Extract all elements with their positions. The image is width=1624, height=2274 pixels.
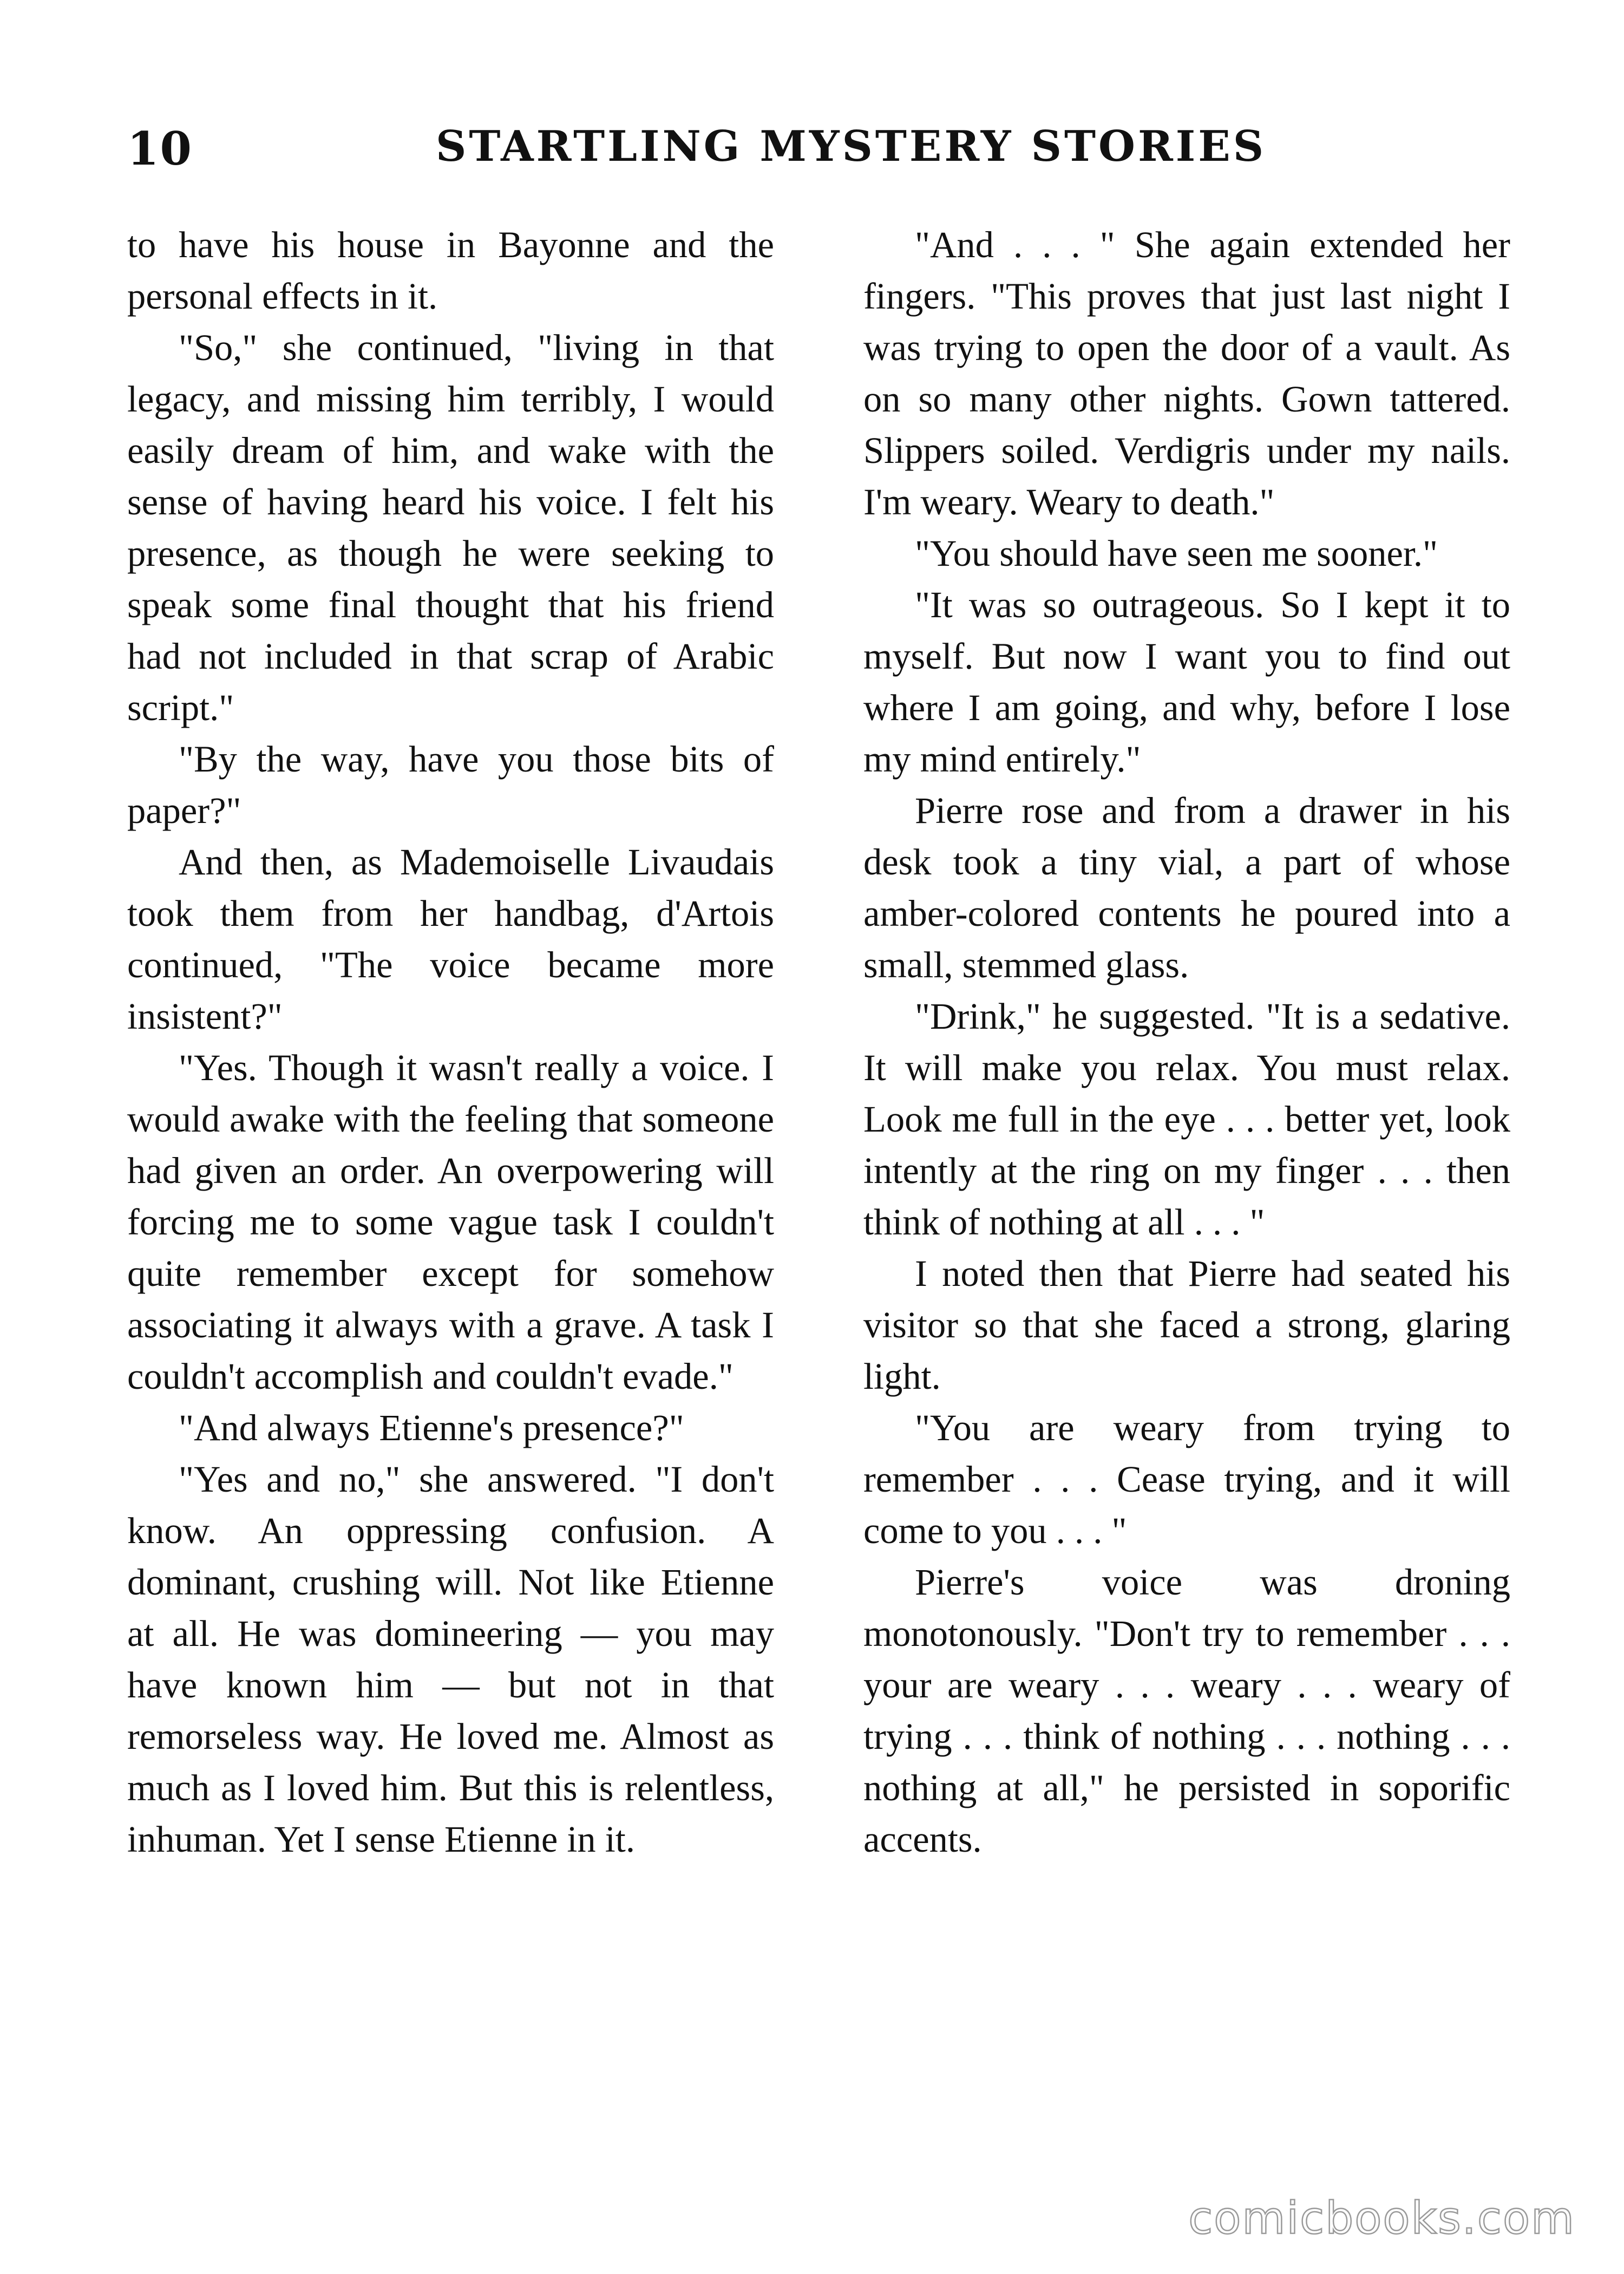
right-text-column xyxy=(863,219,1510,1865)
paragraph: "Yes. Though it wasn't really a voice. I would awake with the feeling that someone had given an order. An overpowering will forcing me to some vague task I couldn't quite remember except for somehow associating it always with a grave. A task I couldn't accomplish and couldn't evade." xyxy=(127,1047,774,1397)
paragraph: "Drink," he suggested. "It is a sedative. It will make you relax. You must relax. Look me full in the eye . . . better yet, look intently at the ring on my finger . . . then think of nothing at all . . . " xyxy=(863,996,1510,1243)
paragraph: "You are weary from trying to remember . . . Cease trying, and it will come to you . . . " xyxy=(863,1407,1510,1551)
site-watermark: comicbooks.com xyxy=(1188,2193,1575,2244)
paragraph: "So," she continued, "living in that legacy, and missing him terribly, I would easily dream of him, and wake with the sense of having heard his voice. I felt his presence, as though he were seeking to speak some final thought that his friend had not included in that scrap of Arabic script." xyxy=(127,327,774,728)
paragraph: "It was so outrageous. So I kept it to myself. But now I want you to find out where I am going, and why, before I lose my mind entirely." xyxy=(863,584,1510,780)
paragraph: "Yes and no," she answered. "I don't know. An oppressing confusion. A dominant, crushing will. Not like Etienne at all. He was domineering — you may have known him — but not in that remorseless way. He loved me. Almost as much as I loved him. But this is relentless, inhuman. Yet I sense Etienne in it. xyxy=(127,1459,774,1860)
paragraph: "You should have seen me sooner." xyxy=(915,533,1438,574)
page-number: 10 xyxy=(127,122,193,175)
paragraph: "And always Etienne's presence?" xyxy=(179,1407,684,1448)
paragraph: And then, as Mademoiselle Livaudais took them from her handbag, d'Artois continued, "The voice became more insistent?" xyxy=(127,841,774,1037)
page-header xyxy=(127,122,1529,187)
running-title: STARTLING MYSTERY STORIES xyxy=(436,122,1267,171)
paragraph: "By the way, have you those bits of paper?" xyxy=(127,739,774,831)
paragraph: "And . . . " She again extended her fingers. "This proves that just last night I was trying to open the door of a vault. As on so many other nights. Gown tattered. Slippers soiled. Verdigris under my nails. I'm weary. Weary to death." xyxy=(863,224,1510,522)
paragraph: to have his house in Bayonne and the personal effects in it. xyxy=(127,224,774,317)
paragraph: Pierre rose and from a drawer in his desk took a tiny vial, a part of whose amber-colored contents he poured into a small, stemmed glass. xyxy=(863,790,1510,985)
paragraph: I noted then that Pierre had seated his visitor so that she faced a strong, glaring light. xyxy=(863,1253,1510,1397)
left-text-column xyxy=(127,219,774,1865)
paragraph: Pierre's voice was droning monotonously. "Don't try to remember . . . your are weary . . . weary . . . weary of trying . . . think of nothing . . . nothing . . . nothing at all," he persisted in soporific accents. xyxy=(863,1561,1510,1860)
